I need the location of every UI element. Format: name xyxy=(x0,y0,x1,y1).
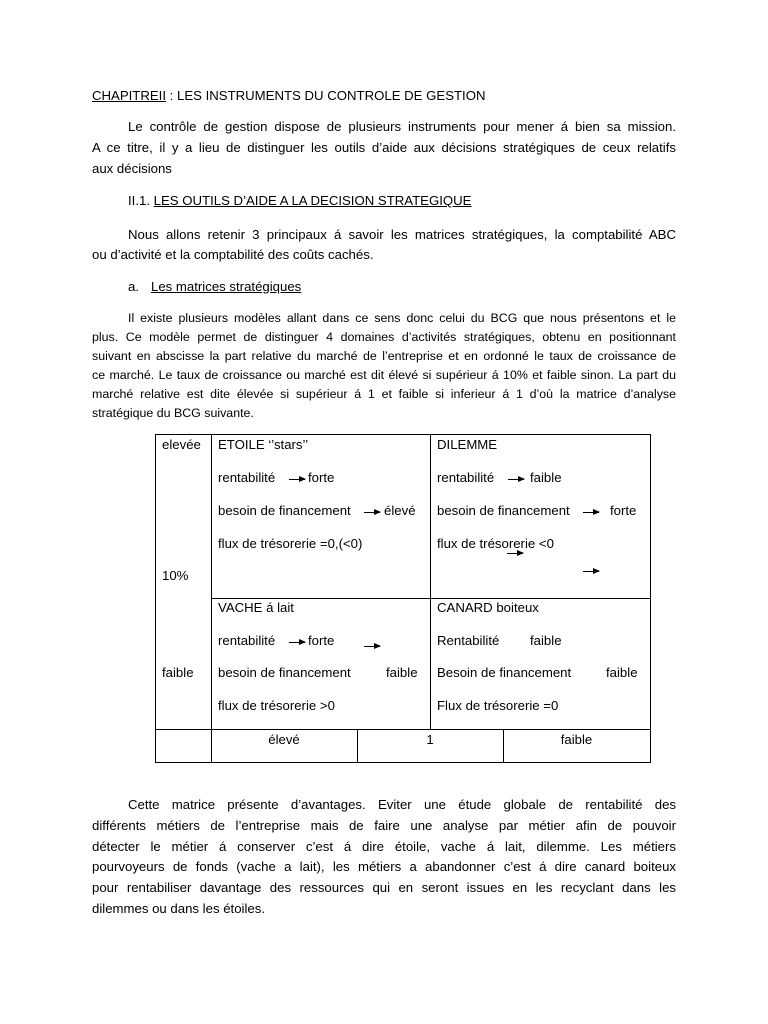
arrow-icon xyxy=(289,642,305,643)
section-number: II.1. xyxy=(128,193,154,208)
subsection-title: Les matrices stratégiques xyxy=(151,279,302,294)
chapter-title: : LES INSTRUMENTS DU CONTROLE DE GESTION xyxy=(166,88,486,103)
conclusion-line-6: dilemmes ou dans les étoiles. xyxy=(92,901,265,916)
intro-line-1: Le contrôle de gestion dispose de plusieurs instruments pour mener á bien sa mission. xyxy=(128,119,676,134)
arrow-icon xyxy=(364,512,380,513)
vache-rent-label: rentabilité xyxy=(218,633,276,648)
axis-y-top: elevée xyxy=(162,437,201,452)
vache-flux: flux de trésorerie >0 xyxy=(218,698,335,713)
canard-rent-value: faible xyxy=(530,633,562,648)
arrow-icon xyxy=(289,479,305,480)
dilemme-flux: flux de trésorerie <0 xyxy=(437,536,554,551)
canard-besoin-value: faible xyxy=(606,665,638,680)
vache-besoin-value: faible xyxy=(386,665,418,680)
vache-title: VACHE á lait xyxy=(218,600,294,615)
dilemme-besoin-value: forte xyxy=(610,503,637,518)
subsection-letter: a. xyxy=(128,279,139,294)
intro-line-3: aux décisions xyxy=(92,161,172,176)
matrix-quadrant-divider xyxy=(430,434,431,729)
canard-rent-label: Rentabilité xyxy=(437,633,500,648)
etoile-title: ETOILE ‘’stars’’ xyxy=(218,437,309,452)
retain-line-1: Nous allons retenir 3 principaux á savoir les matrices stratégiques, la comptabilité ABC xyxy=(128,227,676,242)
dilemme-rent-label: rentabilité xyxy=(437,470,495,485)
axis-x-mid: 1 xyxy=(426,732,434,747)
vache-rent-value: forte xyxy=(308,633,335,648)
matrix-divider-axis xyxy=(155,729,651,730)
section-title: LES OUTILS D’AIDE A LA DECISION STRATEGIQUE xyxy=(153,193,472,208)
arrow-icon xyxy=(507,553,523,554)
bcg-line-6: stratégique du BCG suivante. xyxy=(92,406,254,420)
etoile-besoin-label: besoin de financement xyxy=(218,503,351,518)
bcg-line-5: marché relative est dite élevée si supérieur á 1 et faible si inferieur á 1 d’où la matrice d’analyse xyxy=(92,387,676,401)
matrix-border-right xyxy=(650,434,651,763)
arrow-icon xyxy=(364,646,380,647)
bcg-line-1: Il existe plusieurs modèles allant dans ce sens donc celui du BCG que nous présentons et le xyxy=(128,311,676,325)
conclusion-line-2: différents métiers de l’entreprise mais de faire une analyse par métier afin de pouvoir xyxy=(92,818,676,833)
etoile-rent-label: rentabilité xyxy=(218,470,276,485)
conclusion-line-1: Cette matrice présente d’avantages. Eviter une étude globale de rentabilité des xyxy=(128,797,676,812)
arrow-icon xyxy=(508,479,524,480)
bcg-line-2: plus. Ce modèle permet de distinguer 4 domaines d’activités stratégiques, obtenu en positionnant xyxy=(92,330,676,344)
axis-x-right: faible xyxy=(560,732,593,747)
axis-y-bottom: faible xyxy=(162,665,194,680)
matrix-border-left xyxy=(155,434,156,763)
matrix-border-bottom xyxy=(155,762,651,763)
conclusion-line-5: pour rentabiliser davantage des ressources qui en seront issues en les recyclant dans les xyxy=(92,880,676,895)
axis-y-mid: 10% xyxy=(162,568,189,583)
dilemme-besoin-label: besoin de financement xyxy=(437,503,570,518)
bcg-matrix xyxy=(155,434,651,763)
matrix-axis-column-divider xyxy=(211,434,212,763)
bcg-line-4: ce marché. Le taux de croissance ou marché est dit élevé si supérieur á 10% et faible sinon. La part du xyxy=(92,368,676,382)
conclusion-line-3: détecter le métier á conserver c’est á dire étoile, vache á lait, dilemme. Les métiers xyxy=(92,839,676,854)
dilemme-rent-value: faible xyxy=(530,470,562,485)
etoile-rent-value: forte xyxy=(308,470,335,485)
canard-title: CANARD boiteux xyxy=(437,600,539,615)
section-heading xyxy=(128,192,471,210)
intro-line-2: A ce titre, il y a lieu de distinguer les outils d’aide aux décisions stratégiques de ceux relatifs xyxy=(92,140,676,155)
matrix-border-top xyxy=(155,434,651,435)
canard-besoin-label: Besoin de financement xyxy=(437,665,572,680)
etoile-flux: flux de trésorerie =0,(<0) xyxy=(218,536,363,551)
vache-besoin-label: besoin de financement xyxy=(218,665,351,680)
etoile-besoin-value: élevé xyxy=(384,503,416,518)
arrow-icon xyxy=(583,512,599,513)
chapter-label: CHAPITREII xyxy=(92,88,167,103)
bcg-line-3: suivant en abscisse la part relative du marché de l’entreprise et en ordonné le taux de croissance de xyxy=(92,349,676,363)
canard-flux: Flux de trésorerie =0 xyxy=(437,698,559,713)
retain-line-2: ou d’activité et la comptabilité des coûts cachés. xyxy=(92,247,374,262)
axis-x-left: élevé xyxy=(268,732,300,747)
conclusion-line-4: pourvoyeurs de fonds (vache a lait), les métiers a abandonner c’est á dire canard boiteux xyxy=(92,859,676,874)
arrow-icon xyxy=(583,571,599,572)
chapter-heading xyxy=(92,87,485,105)
dilemme-title: DILEMME xyxy=(437,437,498,452)
